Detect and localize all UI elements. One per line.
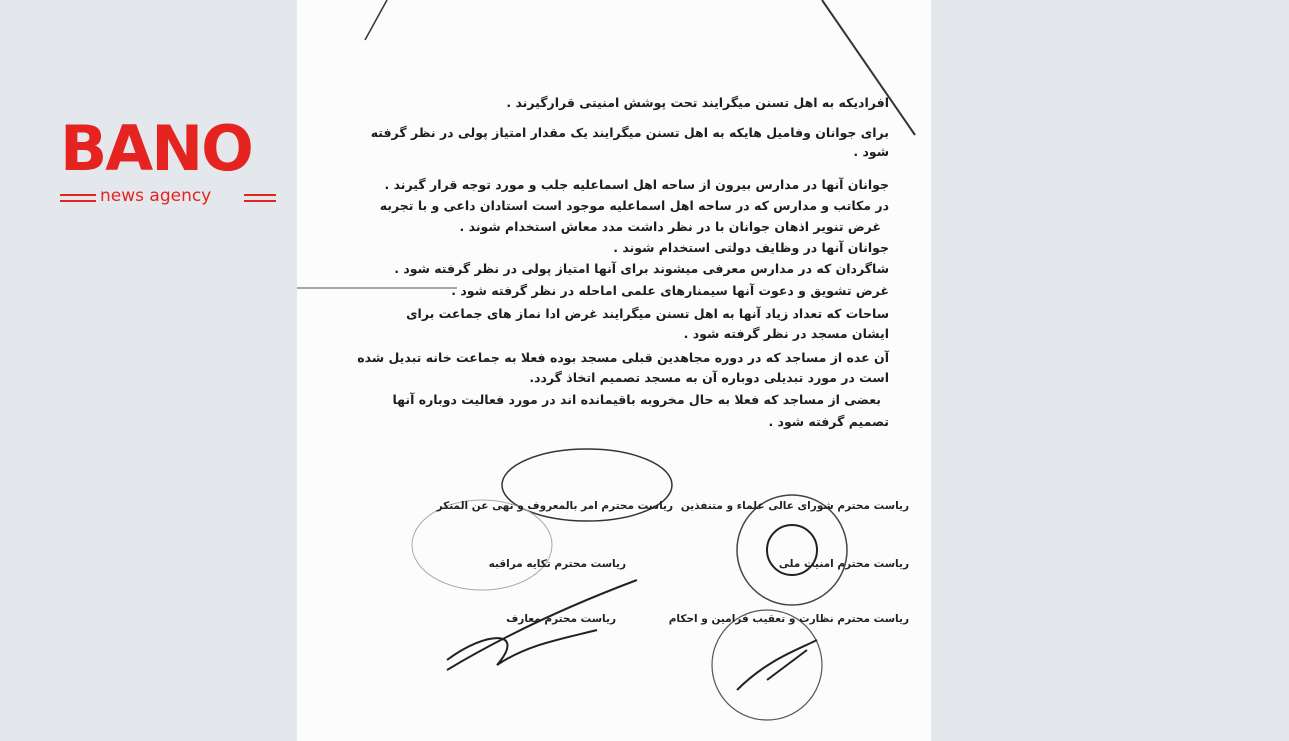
doc-line: ایشان مسجد در نظر گرفته شود . [683, 326, 889, 341]
doc-line: ساحات که تعداد زیاد آنها به اهل تسنن میگرایند غرض ادا نماز های جماعت برای [406, 306, 889, 321]
logo-bar [244, 194, 276, 196]
signature-scribble [447, 580, 637, 670]
logo-bar [60, 200, 96, 202]
scanned-document [297, 0, 931, 741]
bano-logo [60, 112, 280, 213]
signatory-label: ریاست محترم معارف [506, 613, 616, 625]
logo-wordmark: BANO [60, 112, 252, 185]
doc-line: غرض تشویق و دعوت آنها سیمنارهای علمی اماحله در نظر گرفته شود . [451, 283, 889, 298]
doc-line: غرض تنویر اذهان جوانان با در نظر داشت مدد معاش استخدام شوند . [459, 219, 881, 234]
logo-bar [60, 194, 96, 196]
doc-line: برای جوانان وفامیل هایکه به اهل تسنن میگرایند یک مقدار امتیاز پولی در نظر گرفته [370, 125, 889, 140]
signatory-label: ریاست محترم نظارت و تعقیب فرامین و احکام [668, 613, 909, 625]
logo-bar [244, 200, 276, 202]
logo-tagline: news agency [100, 186, 212, 206]
doc-line: افرادیکه به اهل تسنن میگرایند تحت پوشش امنیتی قرارگیرند . [506, 95, 889, 110]
fold-line [822, 0, 915, 135]
doc-line: بعضی از مساجد که فعلا به حال مخروبه باقیمانده اند در مورد فعالیت دوباره آنها [392, 392, 881, 407]
doc-line: در مکاتب و مدارس که در ساحه اهل اسماعلیه موجود است استادان داعی و با تجربه [379, 198, 889, 213]
stamp-circle [412, 500, 552, 590]
signatory-label: ریاست محترم شورای عالی علماء و متنفذین [680, 500, 909, 512]
doc-line: شود . [853, 144, 889, 159]
doc-line: است در مورد تبدیلی دوباره آن به مسجد تصمیم اتخاذ گردد. [529, 370, 889, 385]
fold-line [365, 0, 387, 40]
doc-line: جوانان آنها در وظایف دولتی استخدام شوند . [613, 240, 889, 255]
doc-line: جوانان آنها در مدارس بیرون از ساحه اهل اسماعلیه جلب و مورد توجه قرار گیرند . [384, 177, 889, 192]
doc-line: آن عده از مساجد که در دوره مجاهدین قبلی مسجد بوده فعلا به جماعت خانه تبدیل شده [357, 350, 889, 365]
signatory-label: ریاست محترم تکایه مراقبه [488, 558, 626, 570]
signatory-label: ریاست محترم امنیت ملی [778, 558, 909, 570]
signature-scribble [737, 640, 817, 690]
doc-line: تصمیم گرفته شود . [768, 414, 889, 429]
doc-line: شاگردان که در مدارس معرفی میشوند برای آنها امتیاز پولی در نظر گرفته شود . [394, 261, 889, 276]
signatory-label: ریاست محترم امر بالمعروف و نهی عن المنکر [436, 500, 673, 512]
